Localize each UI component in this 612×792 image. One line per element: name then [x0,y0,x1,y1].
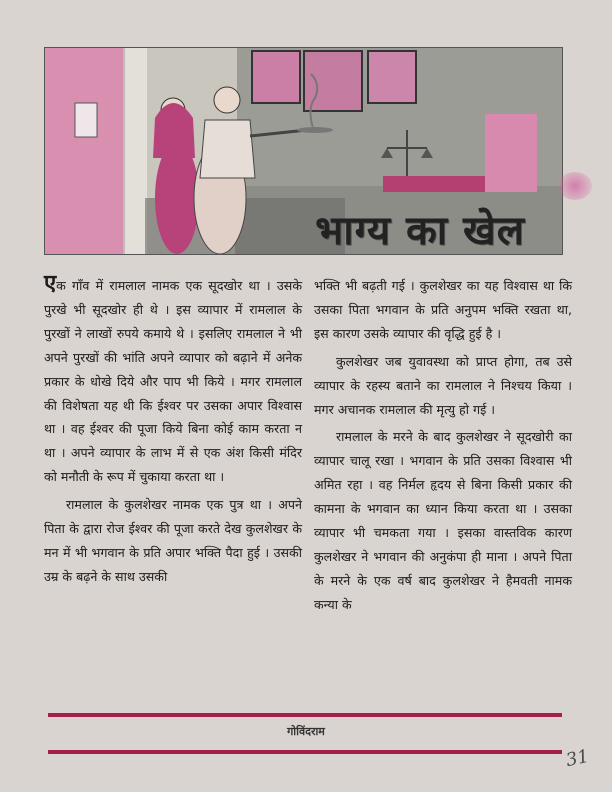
pink-smudge [558,172,592,200]
text-columns [44,271,572,704]
page-number: 31 [564,745,591,772]
paragraph: रामलाल के कुलशेखर नामक एक पुत्र था । अपने पिता के द्वारा रोज ईश्वर की पूजा करते देख कुलशेखर के मन में भी भगवान के प्रति अपार भक्ति पैदा हुई । उसकी उम्र के बढ़ने के साथ उसकी [44,497,302,584]
drop-cap: ए [44,271,57,296]
left-column [44,271,302,593]
bottom-divider [48,750,562,754]
paragraph: भक्ति भी बढ़ती गई । कुलशेखर का यह विश्वास था कि उसका पिता भगवान के प्रति अनुपम भक्ति रखता था, इस कारण उसके व्यापार की वृद्धि हुई है । [314,278,572,341]
right-column [314,274,572,621]
paragraph [44,271,302,489]
title-block [300,202,540,254]
story-title: भाग्य का खेल [315,207,525,254]
author-name: गोविंदराम [287,725,325,738]
top-divider [48,713,562,717]
paragraph: कुलशेखर जब युवावस्था को प्राप्त होगा, तब उसे व्यापार के रहस्य बताने का रामलाल ने निश्चय किया । मगर अचानक रामलाल की मृत्यु हो गई । [314,353,572,417]
paragraph: रामलाल के मरने के बाद कुलशेखर ने सूदखोरी का व्यापार चालू रखा । भगवान के प्रति उसका विश्वास भी अमित रहा । वह निर्मल हृदय से बिना किसी प्रकार की कामना के भगवान का ध्यान किया करता था । उसका व्यापार भी चमकता गया । इसका वास्तविक कारण कुलशेखर ने भगवान की अनुकंपा ही माना । अपने पिता के मरने के एक वर्ष बाद कुलशेखर ने हैमवती नामक कन्या के [314,429,572,612]
paragraph-text: क गाँव में रामलाल नामक एक सूदखोर था । उसके पुरखे भी सूदखोर ही थे । इस व्यापार में रामलाल के पुरखों ने लाखों रुपये कमाये थे । इसलिए रामलाल ने भी अपने पुरखों की भांति अपने व्यापार को बढ़ाने में अनेक प्रकार के धोखे दिये और पाप भी किये । मगर रामलाल की विशेषता यह थी कि ईश्वर पर उसका अपार विश्वास था । वह ईश्वर की पूजा किये बिना कोई काम करता न था । अपने व्यापार के लाभ में से एक अंश किसी मंदिर को मनौती के रूप में चुकाया करता था । [44,278,302,485]
